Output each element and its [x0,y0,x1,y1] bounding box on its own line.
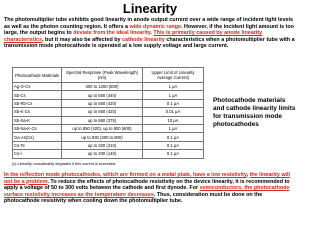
table-row [13,150,204,158]
table-cell: Sb-Na-K [13,116,62,124]
intro-text-3: . [150,30,154,37]
table-row [13,99,204,107]
table-cell: Ga-As(Cs) [13,133,62,141]
table-cell: up to 650 (420) [62,108,143,116]
table-cell: 0.1 μA [143,141,204,149]
intro-highlight-deviation: deviate from the ideal linearity [73,30,151,37]
table-cell: Ag-O-Cs [13,83,62,91]
table-cell: Cs-I [13,150,62,158]
table-cell: 0.1 μA [143,99,204,107]
column-header: Upper Limit of Linearity Average Current) [143,68,204,83]
column-header: Photocathode Materials [13,68,62,83]
table-cell: up to 320 (210) [62,141,143,149]
intro-text-1: The photomultiplier tube exhibits good linearity in anode output current over a wide range of incident light levels as well as the photon counting region. It offers a [4,17,294,30]
column-header: Spectral Response (Peak Wavelength) (nm) [62,68,143,83]
table-cell: 10 μA [143,116,204,124]
table-note: (c) Linearity considerably degrades if this current is exceeded. [12,162,117,166]
table-cell: Sb-K-Cs [13,108,62,116]
reflection-highlight-semiconductors: semiconductors, the photocathode surface resistivity increases as the temperature decreases [4,185,290,198]
intro-paragraph [4,17,296,50]
table-cell: 0.01 μA [143,108,204,116]
table-cell: up to 930 (300 to 800) [62,133,143,141]
page-title: Linearity [122,1,178,16]
table-cell: up to 850 (420), up to 900 (600) [62,124,143,132]
reflection-text-3: . Thus, consideration must be done on the photocathode resistivity when cooling down the photomultiplier tube. [4,191,263,205]
reflection-text-1: , [246,172,250,178]
table-row [13,124,204,132]
table-row [13,133,204,141]
reflection-paragraph [4,172,296,205]
table-row [13,83,204,91]
intro-text-4: , but it may also be affected by [42,36,123,43]
table-cell: up to 650 (440) [62,91,143,99]
table-cell: 1 μA [143,91,204,99]
intro-highlight-dynamic-range: wide dynamic range [129,23,182,30]
intro-highlight-cathode: cathode linearity [122,36,165,43]
table-cell: Sb-Cs [13,91,62,99]
reflection-highlight-metal: , which are formed on a metal plate, [100,172,194,178]
table-cell: 300 to 1200 (800) [62,83,143,91]
table-cell: up to 650 (420) [62,99,143,107]
table-cell: up to 650 (375) [62,116,143,124]
table-cell: up to 200 (140) [62,150,143,158]
table-cell: Cs-Te [13,141,62,149]
table-cell: 1 μA [143,124,204,132]
reflection-text-2: . To reduce the effects of photocathode resistivity on the device linearity, it is recommended to apply a voltage of 50 to 300 volts between the cathode and first dynode. For [4,178,290,192]
table-cell: Sb-Rb-Cs [13,99,62,107]
table-cell: 1 μA [143,83,204,91]
table-cell: Sb-Na-K-Cs [13,124,62,132]
intro-text-5: characteristics when a photomultiplier tube with a transmission mode photocathode is operated at a low supply voltage and large current. [4,36,295,50]
table-header-row [13,68,204,83]
table-row [13,141,204,149]
table-row [13,91,204,99]
intro-text-2: . However, if the incident light amount is too large, the output begins to [4,23,294,37]
linearity-table [12,67,204,159]
table-cell: 0.1 μA [143,133,204,141]
table-row [13,116,204,124]
table-cell: 0.1 μA [143,150,204,158]
table-row [13,108,204,116]
reflection-highlight-mode: In the reflection mode photocathodes [4,172,101,178]
intro-highlight-anode: This is primarily caused by anode linearity characteristics [4,30,263,43]
reflection-highlight-resistivity: have a low resistivity [193,172,247,178]
reflection-highlight-linearity: the linearity will not be a problem [4,172,291,185]
table-caption: Photocathode materials and cathode linearity limits for transmission mode photocathodes [213,97,296,128]
